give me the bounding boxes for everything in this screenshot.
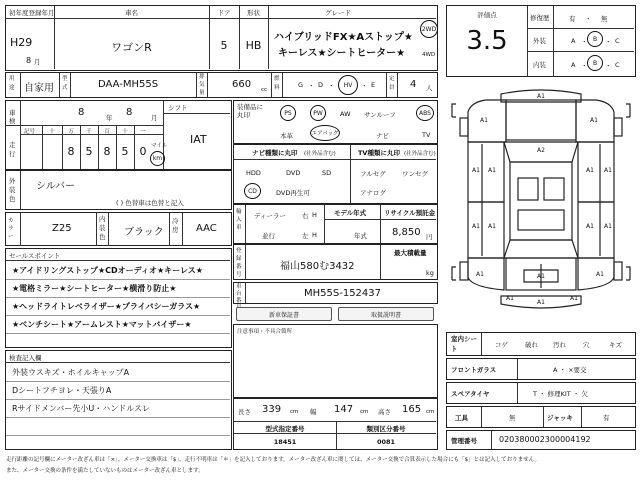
mileage-label: 走行 — [9, 141, 16, 158]
inspector-line: Rサイドメンバー先小U・ハンドルスレ — [12, 404, 150, 413]
navi-dvd-play: DVD再生可 — [276, 189, 310, 197]
import-right-label: 右 — [302, 212, 309, 220]
equipment-label: 装備品に丸印 — [237, 103, 263, 119]
fuel-hv-circle: HV — [338, 75, 358, 95]
car-name: ワゴンR — [111, 41, 152, 54]
mark-front-bumper: A1 — [537, 93, 545, 100]
new-car-warranty-button[interactable]: 新車保証書 — [236, 307, 332, 321]
car-outline-svg — [446, 82, 636, 327]
mark-rear-bumper-r: A1 — [570, 295, 578, 302]
import-parallel: 並行 — [262, 232, 275, 240]
mark-sill-fl: A1 — [488, 167, 496, 174]
windshield-label: フロントガラス — [451, 366, 497, 374]
interior-sheet-label: 室内シート — [451, 335, 477, 353]
tools-block — [446, 406, 636, 428]
exterior-label: 外装色 — [9, 177, 16, 203]
height-value: 165 — [402, 404, 422, 415]
mark-door-rr: A1 — [604, 223, 612, 230]
interior-color-value: ブラック — [124, 227, 164, 238]
model-year-label: モデル年式 — [334, 209, 367, 217]
navi-tv-block — [233, 144, 438, 204]
vehicle-info-header — [5, 5, 438, 71]
sales-points-block — [5, 248, 232, 348]
score-label: 評価点 — [477, 11, 497, 19]
recycle-value: 8,850 — [392, 227, 421, 238]
model-year-unit: 年式 — [354, 232, 367, 240]
equip-navi: ナビ — [376, 132, 389, 140]
height-label: 高さ — [378, 408, 391, 416]
mark-sill-rl: A1 — [488, 223, 496, 230]
mileage-digit: 8 — [103, 145, 111, 158]
management-value: 020380002300004192 — [499, 435, 591, 444]
sheet-dirt: 汚れ — [553, 341, 566, 349]
fuel-opt-g: G — [298, 81, 304, 89]
drive-4wd: 4WD — [422, 52, 436, 58]
purpose-label: 用途 — [9, 76, 15, 91]
repair-no: 無 — [601, 15, 608, 23]
equip-abs-circle: ABS — [416, 105, 434, 121]
repair-yes: 有 — [569, 15, 576, 23]
color-code-label: カラー — [8, 218, 14, 240]
dimensions-block — [233, 398, 438, 450]
inspector-notes-block — [5, 350, 232, 450]
notes-block — [233, 324, 438, 398]
navi-sd: SD — [322, 169, 332, 177]
import-label: 輸入車 — [236, 209, 242, 231]
seats-value: 4 — [410, 79, 417, 90]
interior-grade-b-circle: B — [587, 55, 603, 71]
spare-tire-block — [446, 382, 636, 404]
import-right-value: H — [312, 211, 317, 219]
exterior-grade-c: C — [615, 37, 620, 45]
width-label: 幅 — [310, 408, 317, 416]
tools-label: 工具 — [455, 414, 468, 422]
import-left-value: H — [312, 231, 317, 239]
equip-tv: TV — [422, 131, 431, 139]
color-code-value: Z25 — [52, 223, 72, 234]
disp-value: 660 — [232, 79, 252, 90]
exterior-note: ( ) 色替車は色替と記入 — [116, 199, 184, 207]
inspection-year: 8 — [78, 107, 85, 118]
score-value: 3.5 — [466, 26, 508, 56]
type-label: 型式 — [62, 76, 68, 91]
sales-point-line: ★アイドリングストップ★CDオーディオ★キーレス★ — [12, 266, 203, 275]
mark-door-fr: A1 — [604, 167, 612, 174]
footer-note-2: また、メーター交換の条件を満たしていないものはメーター改ざん車とします。 — [6, 468, 204, 474]
tv-oneseg: ワンセグ — [402, 170, 428, 178]
equip-aw: AW — [340, 110, 351, 118]
mark-windshield: A2 — [537, 147, 545, 154]
equip-sunroof: サンルーフ — [364, 111, 396, 119]
exterior-grade-label: 外装 — [533, 37, 546, 45]
grade-label: グレード — [325, 9, 351, 17]
mark-front-left: A1 — [480, 117, 488, 124]
jack-label: ジャッキ — [547, 414, 573, 422]
inspection-month-unit: 月 — [151, 114, 158, 122]
sales-point-line: ★電格ミラー★シートヒーター★横滑り防止★ — [12, 284, 177, 293]
equip-leather: 本革 — [280, 132, 293, 140]
mark-rear-bumper-l: A1 — [506, 295, 514, 302]
car-name-label: 車名 — [125, 9, 138, 17]
spare-tire-label: スペアタイヤ — [451, 390, 490, 398]
inspection-month: 8 — [126, 107, 133, 118]
max-load-unit: kg — [426, 269, 434, 277]
navi-hdd: HDD — [246, 169, 261, 177]
ac-value: AAC — [196, 223, 217, 234]
mileage-note-label: 記号 — [24, 129, 36, 135]
sheet-scratch: キズ — [609, 341, 622, 349]
reg-month-unit: 月 — [34, 58, 41, 66]
equip-pw-circle: PW — [310, 105, 326, 121]
class-value: 0081 — [376, 438, 396, 446]
height-unit: cm — [426, 409, 435, 415]
shape-label: 形状 — [247, 9, 260, 17]
import-recycle-block — [233, 204, 438, 244]
navi-label: ナビ種類に丸印 — [252, 149, 298, 157]
import-dealer: ディーラー — [254, 212, 286, 220]
registration-value: 福山580む3432 — [280, 261, 355, 272]
fuel-opt-d: D — [318, 81, 324, 89]
repair-label: 修復歴 — [530, 14, 550, 22]
sheet-hole: 穴 — [583, 341, 590, 349]
chassis-value: MH55S-152437 — [304, 288, 382, 299]
inspector-line: Dシートフチヨレ・天張りA — [12, 386, 112, 395]
tv-note: (社外品含む) — [404, 151, 436, 157]
recycle-label: リサイクル預託金 — [384, 209, 436, 217]
fuel-opt-e: E — [371, 81, 376, 89]
interior-color-label: 内装色 — [99, 215, 106, 241]
length-unit: cm — [290, 409, 299, 415]
recycle-unit: 円 — [426, 233, 433, 241]
doors-value: 5 — [220, 39, 228, 52]
interior-grade-a: A — [571, 61, 576, 69]
damage-diagram — [446, 82, 636, 327]
length-label: 長さ — [238, 408, 251, 416]
inspection-label: 車検 — [9, 109, 16, 125]
interior-grade-label: 内装 — [533, 61, 546, 69]
doors-label: ドア — [217, 9, 231, 17]
sheet-burn: コゲ — [495, 341, 508, 349]
windshield-value: A ・ ×要交 — [553, 366, 587, 374]
purpose-value: 自家用 — [24, 83, 54, 94]
mileage-digit: 8 — [67, 145, 75, 158]
fuel-label: 燃料 — [274, 76, 280, 91]
chassis-label: 車台番 — [236, 284, 242, 304]
mark-door-fl: A1 — [472, 167, 480, 174]
mark-rear-left: A1 — [476, 271, 484, 278]
management-label: 管理番号 — [451, 437, 477, 445]
width-value: 147 — [334, 404, 354, 415]
inspection-year-unit: 年 — [106, 114, 113, 122]
max-load-label: 最大積載量 — [394, 249, 427, 257]
equip-airbag-circle: エアバッグ — [310, 125, 340, 141]
drive-2wd-circle: 2WD — [420, 20, 438, 38]
mileage-unit-mile: マイル — [151, 143, 168, 149]
mileage-digit: 0 — [139, 145, 147, 158]
sales-point-line: ★ベンチシート★アームレスト★マットバイザー★ — [12, 320, 192, 329]
sales-points-label: セールスポイント — [9, 252, 61, 260]
interior-sheet-block — [446, 332, 636, 356]
chassis-block — [233, 282, 438, 304]
reg-month: 8 — [26, 56, 32, 65]
jack-value: 有 — [603, 414, 610, 422]
registration-label: 登録番号 — [236, 248, 242, 278]
width-unit: cm — [360, 409, 369, 415]
tools-value: 無 — [509, 414, 516, 422]
sheet-tear: 破れ — [525, 341, 538, 349]
manual-button[interactable]: 取扱説明書 — [338, 307, 434, 321]
reg-label: 初年度登録年月 — [9, 9, 55, 17]
mark-rear-right: A1 — [596, 271, 604, 278]
type-value: DAA-MH55S — [98, 79, 159, 90]
exterior-value: シルバー — [36, 181, 76, 192]
seats-unit: 人 — [426, 84, 433, 92]
shift-label: シフト — [168, 104, 188, 112]
class-label: 類別区分番号 — [366, 425, 406, 433]
tv-analog: アナログ — [360, 189, 386, 197]
exterior-grade-a: A — [571, 37, 576, 45]
cert-label: 型式指定番号 — [265, 425, 305, 433]
mileage-unit-km-circle: km — [150, 151, 165, 166]
management-block — [446, 430, 636, 450]
vehicle-spec-row: 用途 自家用 型式 DAA-MH55S 排気量 660 cc 燃料 G ・ D ・ HV ・ E 定員 4 人 — [5, 72, 438, 98]
import-left-label: 左 — [302, 232, 309, 240]
windshield-block — [446, 358, 636, 380]
exterior-color-block — [5, 170, 232, 210]
mileage-digit: 5 — [121, 145, 129, 158]
exterior-grade-b-circle: B — [587, 31, 603, 47]
disp-label: 排気量 — [199, 74, 205, 96]
mark-sill-fr: A1 — [586, 167, 594, 174]
footer-note-1: 走行距離の記号欄にメーター改ざん車は「×」、メーター交換車は「$」、走行不明車は「＊」を記入しております。メーター改ざん車に関しては、メーター交換で合算表示した場合にも「$」とは記入しておりません。 — [6, 457, 541, 463]
notes-label: 注意事項・不具合箇所 — [237, 329, 293, 335]
inspector-label: 検査記入欄 — [9, 354, 42, 362]
navi-cd-circle: CD — [244, 183, 261, 199]
mark-front-right: A1 — [590, 117, 598, 124]
grade-line1: ハイブリッドFX★Aストップ★ — [274, 32, 413, 43]
registration-block — [233, 244, 438, 280]
mark-trunk: A1 — [537, 273, 545, 280]
color-code-row — [5, 212, 232, 246]
spare-tire-value: T ・ 修理KIT ・ 欠 — [533, 390, 588, 398]
tv-label: TV種類に丸印 — [358, 149, 400, 157]
interior-grade-c: C — [615, 61, 620, 69]
cert-value: 18451 — [273, 438, 297, 446]
equipment-block — [233, 100, 438, 144]
mark-sill-rr: A1 — [586, 223, 594, 230]
mark-door-rl: A1 — [472, 223, 480, 230]
tv-fullseg: フルセグ — [360, 170, 386, 178]
mark-rear-bumper: A1 — [537, 299, 545, 306]
seats-label: 定員 — [389, 76, 395, 91]
grade-line2: キーレス★シートヒーター★ — [278, 48, 406, 59]
navi-dvd: DVD — [286, 169, 301, 177]
sales-point-line: ★ヘッドライトレベライザー★プライバシーガラス★ — [12, 302, 201, 311]
navi-note: (社外品含む) — [304, 151, 336, 157]
score-block: 評価点 3.5 修復歴 有 ・ 無 外装 A ・ B ・ C 内装 A ・ B ・ C — [446, 5, 636, 77]
inspection-mileage-block: 車検 8 年 8 月 走行 記号 十 万 千 百 十 一 8 5 8 5 0 マイル km シフト IAT — [5, 100, 232, 170]
disp-unit: cc — [261, 87, 268, 93]
equip-ps-circle: PS — [280, 105, 296, 121]
shift-value: IAT — [190, 133, 207, 146]
shape-value: HB — [245, 39, 262, 52]
mileage-digit: 5 — [85, 145, 93, 158]
inspector-line: 外装ウスキズ・ホイルキャップA — [12, 368, 130, 377]
ac-label: 冷房 — [172, 217, 179, 234]
reg-year: H29 — [10, 36, 33, 49]
length-value: 339 — [262, 404, 282, 415]
